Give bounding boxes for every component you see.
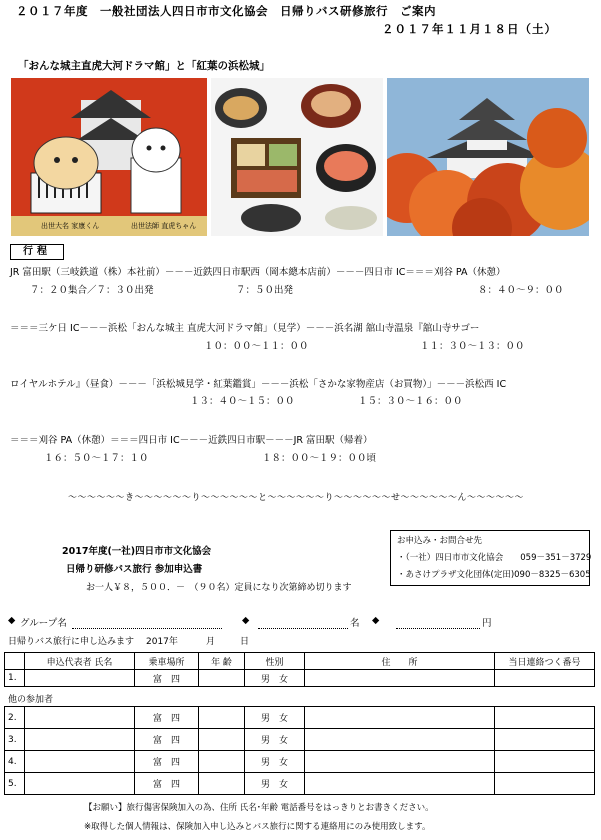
apply-month: 月	[206, 637, 216, 647]
page-title: ２０１７年度 一般社団法人四日市市文化協会 日帰りバス研修旅行 ご案内	[16, 4, 436, 18]
trip-subtitle: 「おんな城主直虎大河ドラマ館」と「紅葉の浜松城」	[18, 60, 270, 72]
contact-line-1: ・（一社）四日市市文化協会 059－351－3729	[397, 553, 592, 563]
header-place: 乗車場所	[135, 653, 199, 670]
fee-text: お一人￥８，５００．－ （９０名）定員になり次第締め切ります	[86, 583, 352, 593]
table-row	[5, 773, 595, 795]
yen-label: 円	[482, 618, 492, 629]
itinerary-time-2a: １０：００～１１：００	[204, 341, 309, 352]
table-row	[5, 751, 595, 773]
age-cell[interactable]	[199, 670, 245, 687]
application-title: 日帰り研修バス旅行 参加申込書	[66, 564, 203, 575]
address-cell[interactable]	[305, 729, 495, 751]
sex-cell[interactable]: 男 女	[245, 729, 305, 751]
count-field[interactable]	[258, 616, 348, 629]
castle-illustration	[387, 78, 589, 236]
itinerary-time-4a: １６：５０～１７：１０	[44, 453, 149, 464]
participants-table	[4, 706, 595, 795]
place-cell[interactable]: 富 四	[135, 751, 199, 773]
contact-box	[390, 530, 590, 586]
row-number: 1.	[5, 670, 25, 687]
note-request: 【お願い】旅行傷害保険加入の為、住所 氏名･年齢 電話番号をはっきりとお書きください。	[84, 803, 434, 813]
trip-date: ２０１７年１１月１８日（土）	[382, 22, 557, 36]
name-cell[interactable]	[25, 670, 135, 687]
place-cell[interactable]: 富 四	[135, 729, 199, 751]
itinerary-time-1b: ７：５０出発	[236, 285, 294, 296]
itinerary-label: 行程	[10, 244, 64, 260]
place-cell[interactable]: 富 四	[135, 670, 199, 687]
sex-cell[interactable]: 男 女	[245, 751, 305, 773]
itinerary-route-3: ロイヤルホテル』（昼食）－－－「浜松城見学・紅葉鑑賞」－－－浜松「さかな家物産店（お買物）」－－－浜松西 IC	[10, 379, 507, 390]
address-cell[interactable]	[305, 707, 495, 729]
sex-cell[interactable]: 男 女	[245, 773, 305, 795]
phone-cell[interactable]	[495, 729, 595, 751]
table-header-row	[5, 653, 595, 670]
table-row	[5, 670, 595, 687]
header-name: 申込代表者 氏名	[25, 653, 135, 670]
row-number: 2.	[5, 707, 25, 729]
itinerary-time-3b: １５：３０～１６：００	[358, 396, 463, 407]
mascot-illustration	[11, 78, 207, 236]
header-age: 年 齢	[199, 653, 245, 670]
phone-cell[interactable]	[495, 707, 595, 729]
address-cell[interactable]	[305, 773, 495, 795]
itinerary-route-2: ＝＝＝三ケ日 IC－－－浜松「おんな城主 直虎大河ドラマ館」（見学）－－－浜名湖 舘山寺温泉『舘山寺サゴー	[10, 323, 480, 334]
table-row	[5, 707, 595, 729]
header-phone: 当日連絡つく番号	[495, 653, 595, 670]
note-privacy: ※取得した個人情報は、保険加入申し込みとバス旅行に関する連絡用にのみ使用致します。	[84, 822, 431, 832]
phone-cell[interactable]	[495, 773, 595, 795]
address-cell[interactable]	[305, 670, 495, 687]
row-number: 5.	[5, 773, 25, 795]
mascot-photo	[11, 78, 207, 236]
sex-cell[interactable]: 男 女	[245, 707, 305, 729]
itinerary-time-2b: １１：３０～１３：００	[420, 341, 525, 352]
group-name-field[interactable]	[72, 616, 222, 629]
itinerary-time-1a: ７：２０集合／７：３０出発	[30, 285, 154, 296]
yen-bullet: ◆	[372, 615, 380, 626]
yen-field[interactable]	[396, 616, 480, 629]
apply-year: 2017年	[146, 637, 178, 647]
association-name: 2017年度(一社)四日市市文化協会	[62, 546, 212, 557]
mascot-caption-left: 出世大名 家康くん	[41, 222, 100, 230]
mascot-caption-right: 出世法師 直虎ちゃん	[131, 222, 197, 230]
group-label: グループ名	[20, 618, 67, 629]
count-label: 名	[350, 618, 360, 629]
contact-line-2: ・あさけプラザ文化団体(定田)090－8325－6305	[397, 570, 591, 580]
name-cell[interactable]	[25, 773, 135, 795]
group-bullet: ◆	[8, 615, 16, 626]
representative-table	[4, 652, 595, 687]
cut-line: ～～～～～～き～～～～～～り～～～～～～と～～～～～～り～～～～～～せ～～～～～～ん～～～～～～	[68, 493, 525, 503]
count-bullet: ◆	[242, 615, 250, 626]
name-cell[interactable]	[25, 707, 135, 729]
sex-cell[interactable]: 男 女	[245, 670, 305, 687]
age-cell[interactable]	[199, 729, 245, 751]
name-cell[interactable]	[25, 751, 135, 773]
place-cell[interactable]: 富 四	[135, 707, 199, 729]
row-number: 3.	[5, 729, 25, 751]
itinerary-route-4: ＝＝＝刈谷 PA（休憩）＝＝＝四日市 IC－－－近鉄四日市駅－－－JR 富田駅（帰着）	[10, 435, 373, 446]
place-cell[interactable]: 富 四	[135, 773, 199, 795]
header-no	[5, 653, 25, 670]
name-cell[interactable]	[25, 729, 135, 751]
header-address: 住 所	[305, 653, 495, 670]
castle-photo	[387, 78, 589, 236]
age-cell[interactable]	[199, 773, 245, 795]
others-label: 他の参加者	[8, 695, 54, 705]
row-number: 4.	[5, 751, 25, 773]
lunch-photo	[211, 78, 383, 236]
age-cell[interactable]	[199, 707, 245, 729]
phone-cell[interactable]	[495, 751, 595, 773]
itinerary-time-1c: ８：４０～９：００	[478, 285, 564, 296]
age-cell[interactable]	[199, 751, 245, 773]
itinerary-time-3a: １３：４０～１５：００	[190, 396, 295, 407]
phone-cell[interactable]	[495, 670, 595, 687]
header-sex: 性別	[245, 653, 305, 670]
contact-heading: お申込み・お問合せ先	[397, 536, 483, 546]
apply-text: 日帰りバス旅行に申し込みます	[8, 637, 135, 647]
table-row	[5, 729, 595, 751]
address-cell[interactable]	[305, 751, 495, 773]
itinerary-time-4b: １８：００～１９：００頃	[262, 453, 377, 464]
apply-day: 日	[240, 637, 250, 647]
itinerary-route-1: JR 富田駅（三岐鉄道（株）本社前）－－－近鉄四日市駅西（岡本總本店前）－－－四日市 IC＝＝＝刈谷 PA（休憩）	[10, 267, 506, 278]
lunch-illustration	[211, 78, 383, 236]
